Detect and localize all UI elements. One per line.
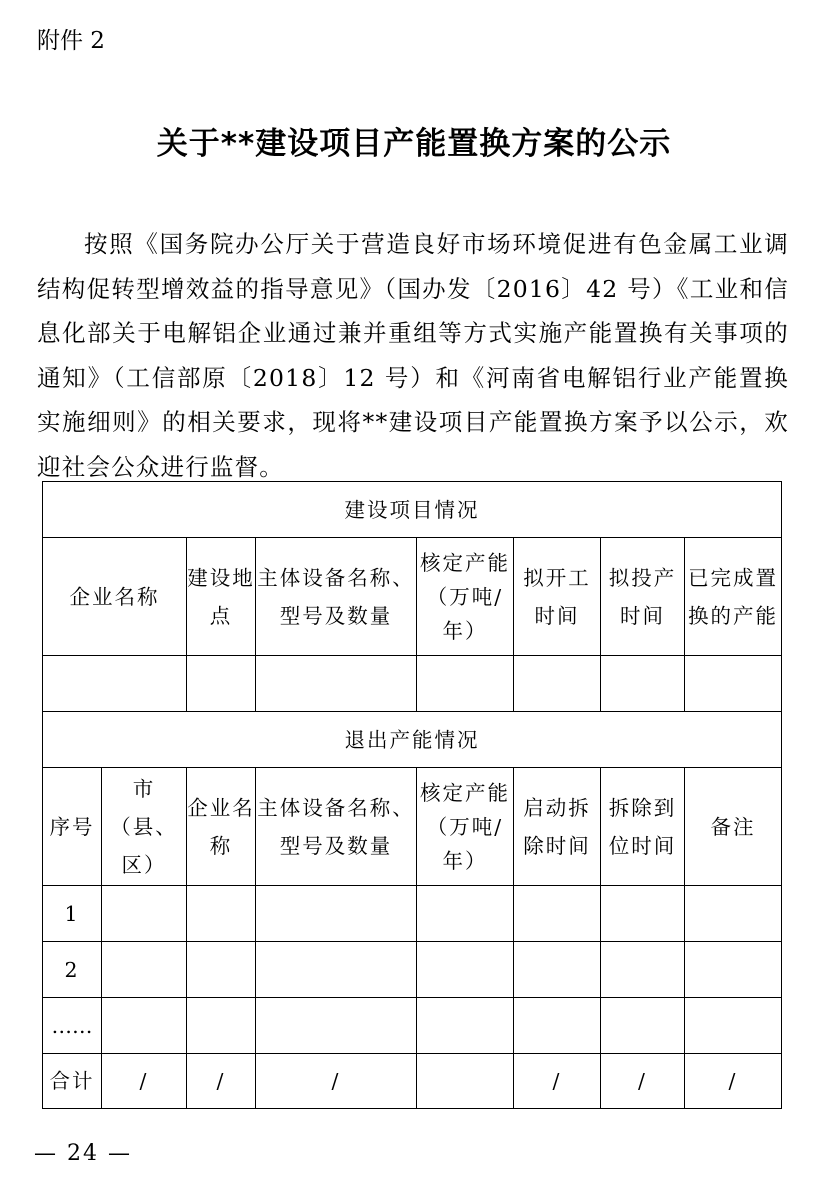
header-location: 建设地点 [187,538,256,656]
row-seq: 1 [43,886,102,942]
total-remark: / [685,1054,782,1109]
cell-exit-company[interactable] [187,886,256,942]
cell-demolish-done[interactable] [601,886,685,942]
cell-start-time[interactable] [514,656,601,712]
header-seq: 序号 [43,768,102,886]
header-city: 市（县、区） [102,768,187,886]
cell-demolish-start[interactable] [514,998,601,1054]
total-label: 合计 [43,1054,102,1109]
total-demolish-done: / [601,1054,685,1109]
construction-data-row [43,656,782,712]
cell-demolish-start[interactable] [514,886,601,942]
total-demolish-start: / [514,1054,601,1109]
cell-remark[interactable] [685,998,782,1054]
table-row [43,886,782,942]
cell-demolish-done[interactable] [601,998,685,1054]
total-company: / [187,1054,256,1109]
cell-demolish-start[interactable] [514,942,601,998]
page-number: — 24 — [34,1141,132,1166]
cell-operate-time[interactable] [601,656,685,712]
cell-remark[interactable] [685,942,782,998]
row-seq: 2 [43,942,102,998]
cell-exit-equipment[interactable] [256,998,417,1054]
total-equipment: / [256,1054,417,1109]
cell-equipment[interactable] [256,656,417,712]
row-seq: …… [43,998,102,1054]
cell-city[interactable] [102,998,187,1054]
header-equipment: 主体设备名称、型号及数量 [256,538,417,656]
section-title-construction: 建设项目情况 [43,482,782,538]
header-capacity: 核定产能（万吨/年） [417,538,514,656]
cell-demolish-done[interactable] [601,942,685,998]
cell-exit-capacity[interactable] [417,942,514,998]
header-exit-equipment: 主体设备名称、型号及数量 [256,768,417,886]
cell-exit-company[interactable] [187,998,256,1054]
announcement-paragraph: 按照《国务院办公厅关于营造良好市场环境促进有色金属工业调结构促转型增效益的指导意见》（国办发〔2016〕42 号）《工业和信息化部关于电解铝企业通过兼并重组等方式实施产能置换有关事项的通知》（工信部原〔2018〕12 号）和《河南省电解铝行业产能置换实施细则》的相关要求，现将**建设项目产能置换方案予以公示，欢迎社会公众进行监督。 [37,230,789,481]
cell-city[interactable] [102,886,187,942]
cell-city[interactable] [102,942,187,998]
cell-remark[interactable] [685,886,782,942]
cell-exit-capacity[interactable] [417,886,514,942]
header-remark: 备注 [685,768,782,886]
total-city: / [102,1054,187,1109]
cell-exit-capacity[interactable] [417,998,514,1054]
total-row [43,1054,782,1109]
header-exit-company: 企业名称 [187,768,256,886]
cell-company-name[interactable] [43,656,187,712]
cell-replaced-capacity[interactable] [685,656,782,712]
header-operate-time: 拟投产时间 [601,538,685,656]
cell-exit-equipment[interactable] [256,942,417,998]
header-start-time: 拟开工时间 [514,538,601,656]
cell-capacity[interactable] [417,656,514,712]
cell-exit-company[interactable] [187,942,256,998]
header-company-name: 企业名称 [43,538,187,656]
attachment-label: 附件 2 [37,28,105,54]
header-exit-capacity: 核定产能（万吨/年） [417,768,514,886]
page-title: 关于**建设项目产能置换方案的公示 [156,126,672,162]
total-capacity[interactable] [417,1054,514,1109]
cell-exit-equipment[interactable] [256,886,417,942]
cell-location[interactable] [187,656,256,712]
header-replaced-capacity: 已完成置换的产能 [685,538,782,656]
section-title-exit: 退出产能情况 [43,712,782,768]
header-demolish-done: 拆除到位时间 [601,768,685,886]
table-row [43,942,782,998]
table-row [43,998,782,1054]
header-demolish-start: 启动拆除时间 [514,768,601,886]
capacity-replacement-table [42,481,782,1109]
